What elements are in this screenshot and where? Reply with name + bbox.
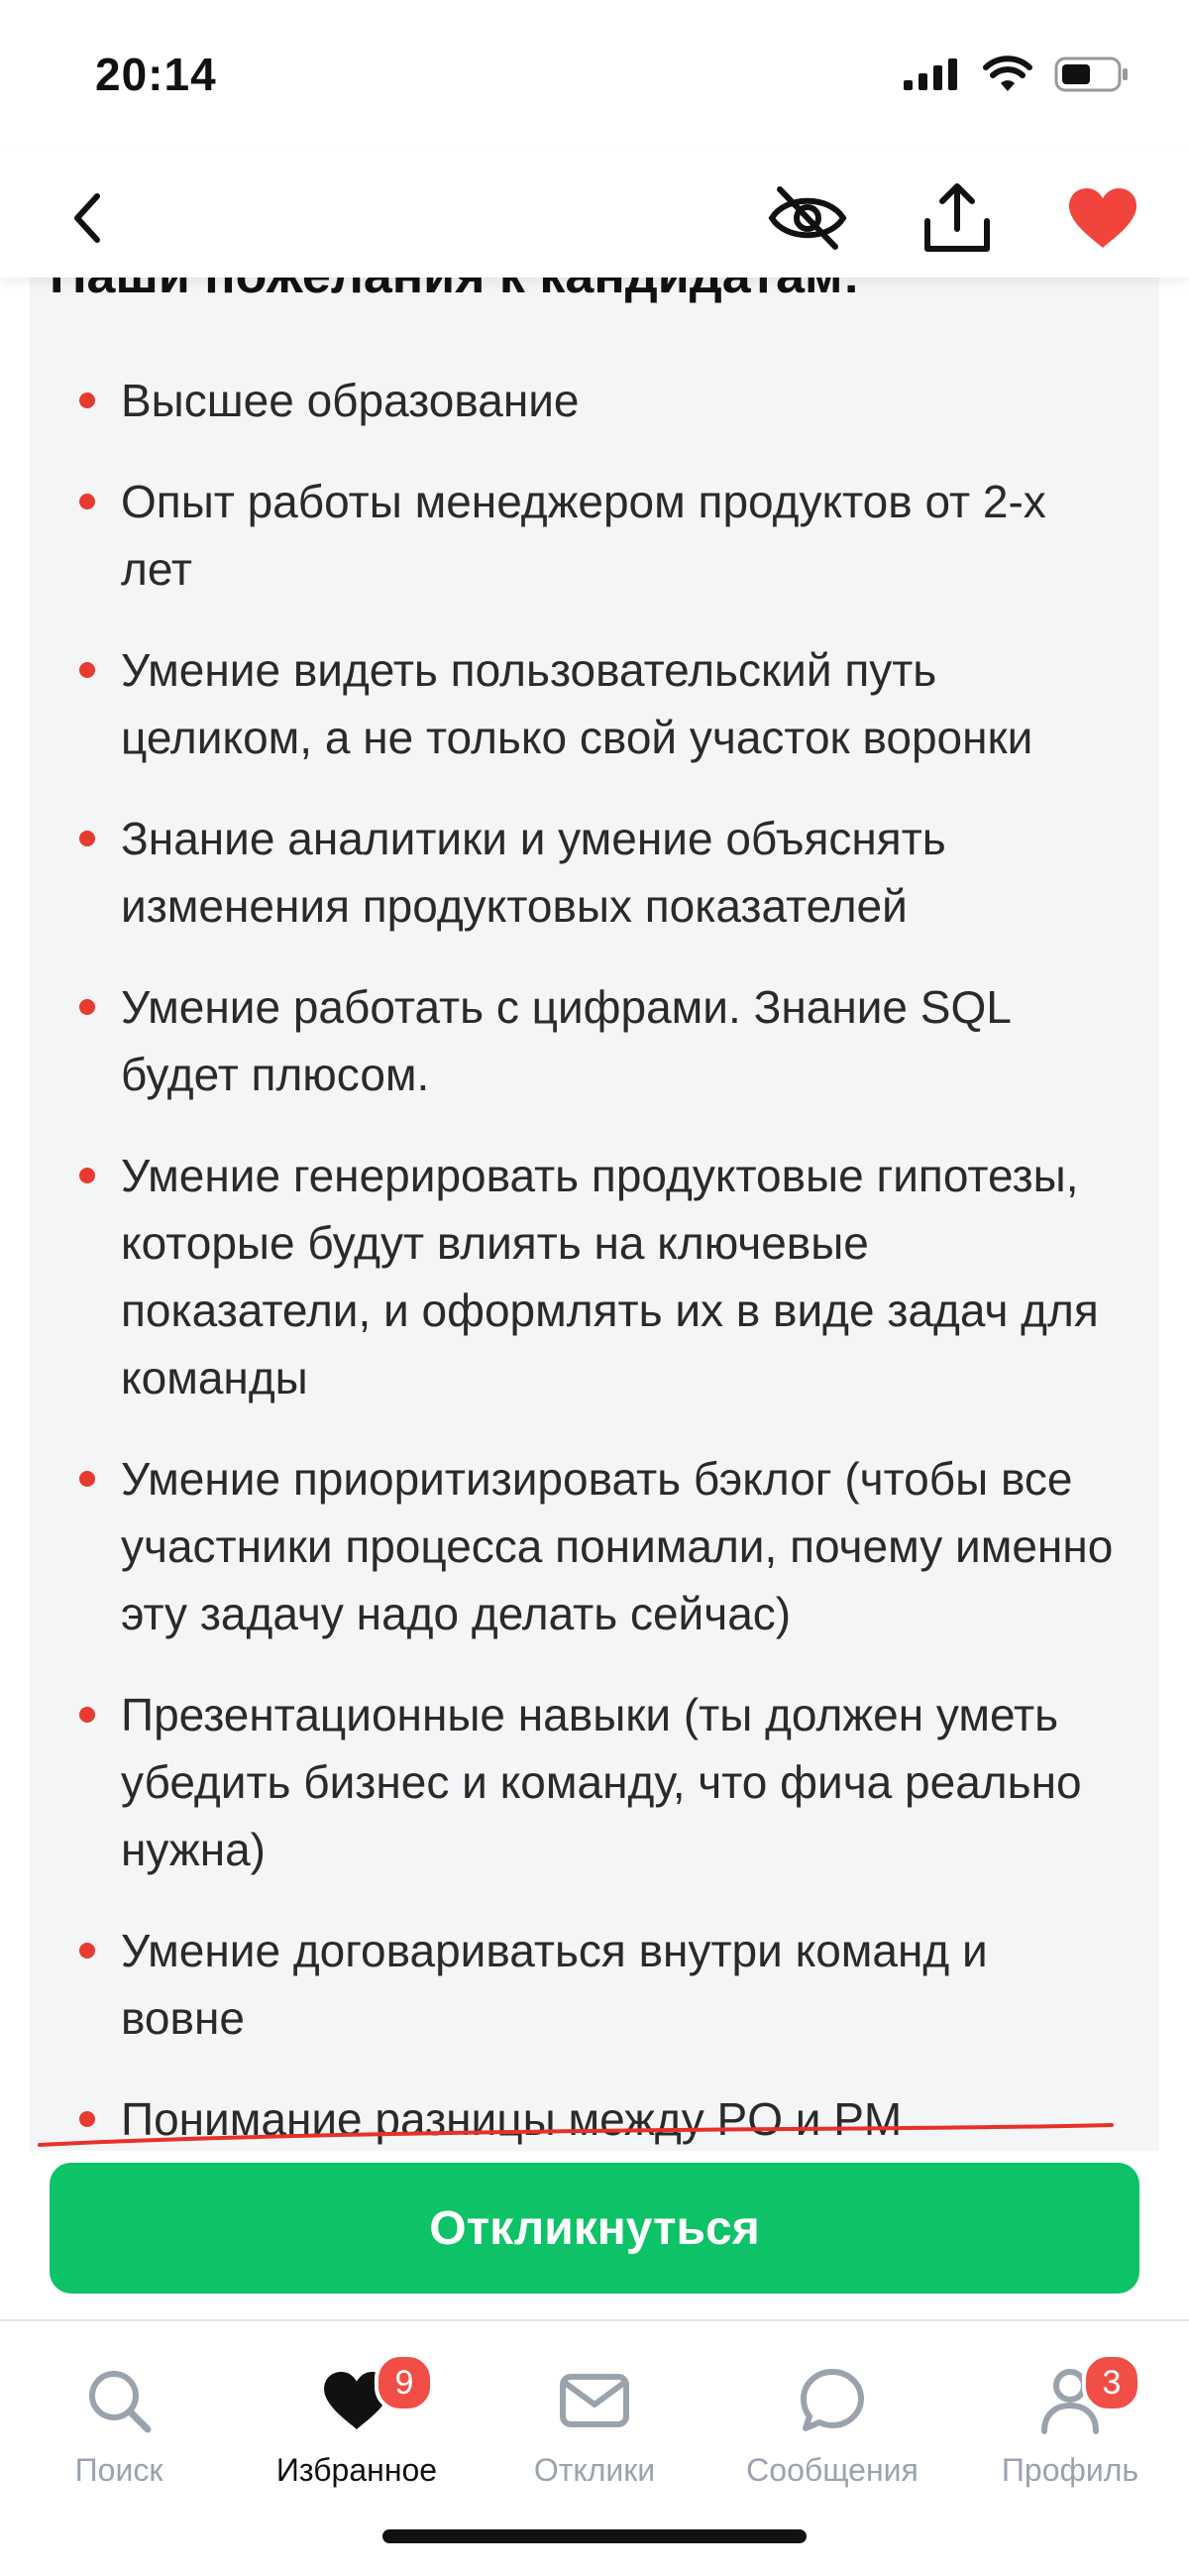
search-icon: [84, 2366, 154, 2435]
bullet-dot: [79, 662, 95, 678]
profile-notification-badge: 3: [1082, 2353, 1141, 2412]
chat-bubble-icon: [798, 2366, 867, 2435]
bullet-dot: [79, 831, 95, 846]
requirements-list: [77, 367, 1118, 2186]
status-icons: [902, 56, 1130, 93]
share-icon: [922, 181, 992, 255]
back-button[interactable]: [48, 178, 127, 258]
status-time: 20:14: [95, 49, 217, 100]
list-item: Опыт работы менеджером продуктов от 2-х лет: [77, 468, 1118, 603]
home-indicator: [382, 2529, 807, 2543]
heart-icon: [1067, 186, 1138, 250]
tab-search[interactable]: [0, 2341, 238, 2510]
list-item: Умение видеть пользовательский путь целиком, а не только свой участок воронки: [77, 636, 1118, 771]
tab-favorites[interactable]: [238, 2341, 476, 2510]
tab-label: Профиль: [1001, 2452, 1139, 2488]
list-item: Высшее образование: [77, 367, 1118, 434]
status-bar: [0, 0, 1189, 149]
respond-button[interactable]: Откликнуться: [50, 2163, 1139, 2294]
wifi-icon: [983, 56, 1032, 93]
list-item: Умение работать с цифрами. Знание SQL будет плюсом.: [77, 973, 1118, 1108]
tab-profile[interactable]: [951, 2341, 1189, 2510]
bullet-dot: [79, 494, 95, 509]
top-navigation-bar: [0, 149, 1189, 278]
share-button[interactable]: [918, 178, 997, 258]
tab-label: Поиск: [74, 2452, 163, 2488]
hide-vacancy-button[interactable]: [768, 178, 847, 258]
red-underline-annotation: [36, 2121, 1116, 2151]
list-item: Умение договариваться внутри команд и вовне: [77, 1917, 1118, 2052]
tab-label: Сообщения: [746, 2452, 919, 2488]
tab-label: Избранное: [275, 2452, 438, 2488]
list-item: Умение приоритизировать бэклог (чтобы все участники процесса понимали, почему именно эту задачу надо делать сейчас): [77, 1445, 1118, 1647]
eye-slash-icon: [768, 183, 847, 253]
tab-label: Отклики: [533, 2452, 656, 2488]
bullet-dot: [79, 1943, 95, 1959]
list-item: Умение генерировать продуктовые гипотезы, которые будут влиять на ключевые показатели, и оформлять их в виде задач для команды: [77, 1142, 1118, 1411]
bullet-dot: [79, 1168, 95, 1183]
bullet-dot: [79, 1707, 95, 1723]
bullet-dot: [79, 392, 95, 408]
list-item: Знание аналитики и умение объяснять изменения продуктовых показателей: [77, 805, 1118, 940]
tab-messages[interactable]: [713, 2341, 951, 2510]
list-item: Понимание разницы между PO и PM: [77, 2085, 1118, 2153]
cellular-signal-icon: [902, 56, 961, 92]
list-item: Презентационные навыки (ты должен уметь убедить бизнес и команду, что фича реально нужна): [77, 1681, 1118, 1883]
envelope-icon: [559, 2373, 630, 2428]
tab-responses[interactable]: [476, 2341, 713, 2510]
favorites-count-badge: 9: [375, 2353, 434, 2412]
battery-icon: [1054, 56, 1130, 93]
chevron-left-icon: [67, 188, 107, 248]
favorite-button[interactable]: [1063, 178, 1142, 258]
bullet-dot: [79, 1471, 95, 1487]
bullet-dot: [79, 999, 95, 1015]
